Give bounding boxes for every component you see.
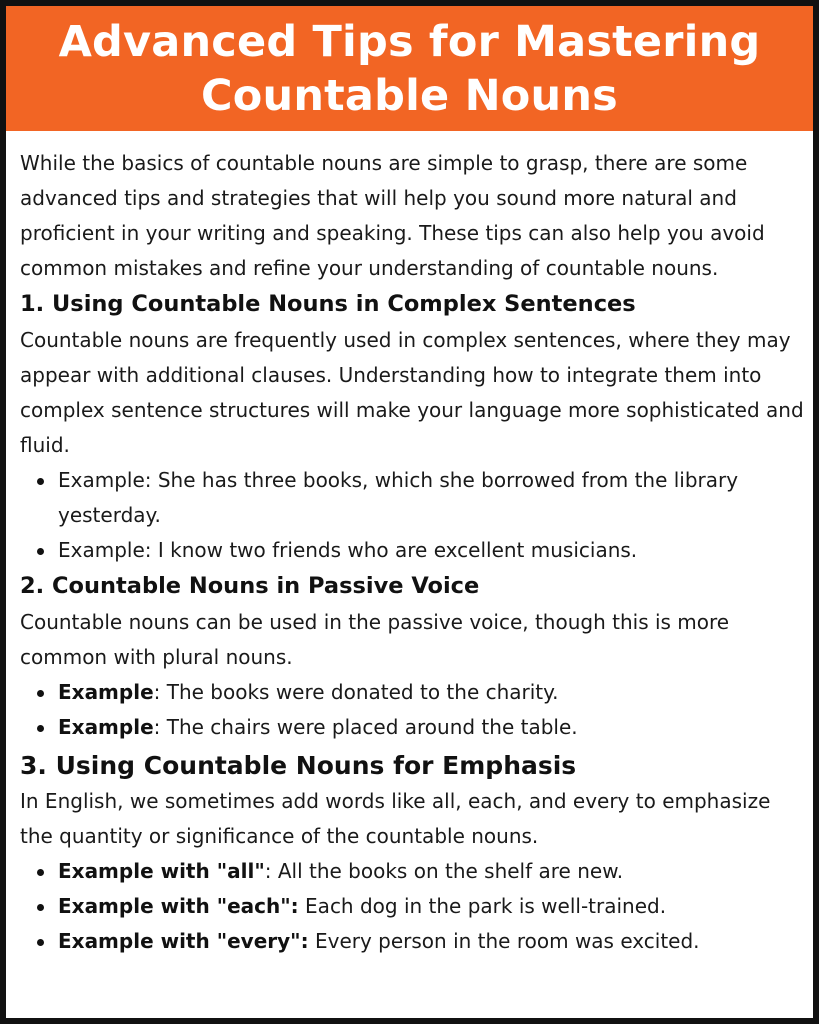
section-heading-emphasis: 3. Using Countable Nouns for Emphasis (20, 751, 577, 780)
example-text: Each dog in the park is well-trained. (298, 894, 667, 918)
list-item (58, 675, 805, 710)
list-item (58, 463, 805, 533)
example-text: Every person in the room was excited. (308, 929, 700, 953)
article-content (20, 146, 805, 959)
example-text: : The books were donated to the charity. (153, 680, 559, 704)
example-text: Example: She has three books, which she borrowed from the library yesterday. (58, 468, 739, 527)
example-label: Example (58, 680, 154, 704)
title-banner (6, 6, 813, 131)
example-label: Example with "each": (58, 894, 299, 918)
example-text: Example: I know two friends who are excellent musicians. (58, 538, 638, 562)
section-body: In English, we sometimes add words like all, each, and every to emphasize the quantity or significance of the countable nouns. (20, 789, 771, 848)
example-list (20, 854, 805, 959)
section-body: Countable nouns are frequently used in complex sentences, where they may appear with additional clauses. Understanding how to integrate them into complex sentence structures will make your language more sophisticated and fluid. (20, 328, 804, 457)
example-label: Example (58, 715, 154, 739)
example-list (20, 675, 805, 745)
list-item (58, 710, 805, 745)
section-heading-complex-sentences: 1. Using Countable Nouns in Complex Sentences (20, 291, 636, 317)
page-title: Advanced Tips for Mastering Countable Nouns (58, 16, 761, 121)
example-text: : The chairs were placed around the table. (153, 715, 578, 739)
example-text: : All the books on the shelf are new. (264, 859, 624, 883)
list-item (58, 924, 805, 959)
example-list (20, 463, 805, 568)
list-item (58, 533, 805, 568)
list-item (58, 889, 805, 924)
list-item (58, 854, 805, 889)
section-heading-passive-voice: 2. Countable Nouns in Passive Voice (20, 573, 480, 599)
example-label: Example with "every": (58, 929, 309, 953)
example-label: Example with "all" (58, 859, 265, 883)
intro-paragraph: While the basics of countable nouns are simple to grasp, there are some advanced tips and strategies that will help you sound more natural and proficient in your writing and speaking. These tips can also help you avoid common mistakes and refine your understanding of countable nouns. (20, 151, 765, 280)
section-body: Countable nouns can be used in the passive voice, though this is more common with plural nouns. (20, 610, 730, 669)
